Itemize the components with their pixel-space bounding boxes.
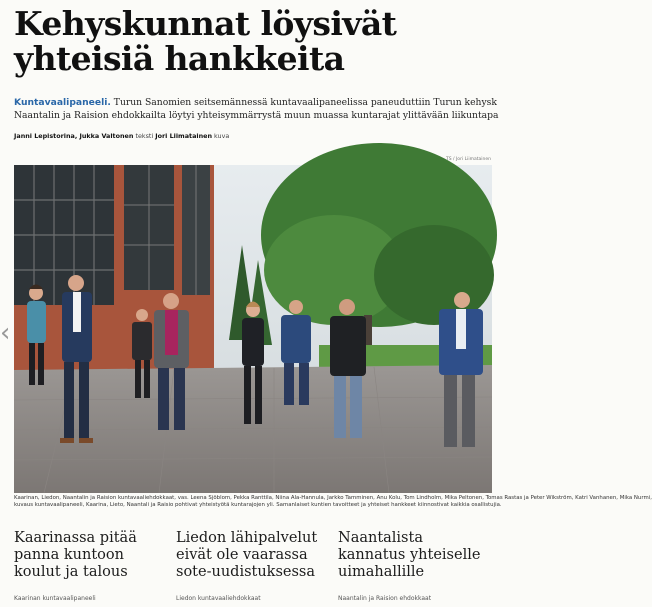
photo-credit: TS / Jori Liimatainen bbox=[446, 157, 491, 162]
teaser-kaarina[interactable] bbox=[14, 530, 164, 602]
teaser-kaarina-line-3: koulut ja talous bbox=[14, 564, 128, 580]
teaser-kaarina-line-1: Kaarinassa pitää bbox=[14, 530, 137, 546]
lead-line-2: Naantalin ja Raision ehdokkailta löytyi yhteisymmärrystä muun muassa kuntarajat ylittävään liikuntapa bbox=[14, 110, 499, 121]
headline-line-2: yhteisiä hankkeita bbox=[14, 39, 345, 78]
byline-photographer: Jori Liimatainen bbox=[155, 132, 213, 140]
teaser-lieto-snippet: Liedon kuntavaaliehdokkaat bbox=[176, 595, 261, 602]
teaser-naantali-snippet: Naantalin ja Raision ehdokkaat bbox=[338, 595, 432, 602]
teaser-naantali-line-1: Naantalista bbox=[338, 530, 423, 546]
lead-paragraph bbox=[14, 96, 514, 122]
teaser-lieto-line-3: sote-uudistuksessa bbox=[176, 564, 316, 580]
teaser-naantali-line-2: kannatus yhteiselle bbox=[338, 547, 481, 563]
teaser-lieto[interactable] bbox=[176, 530, 326, 602]
teaser-naantali[interactable] bbox=[338, 530, 488, 602]
headline bbox=[14, 6, 484, 76]
headline-line-1: Kehyskunnat löysivät bbox=[14, 4, 397, 43]
teaser-lieto-line-1: Liedon lähipalvelut bbox=[176, 530, 318, 546]
caption-line-1: Kaarinan, Liedon, Naantalin ja Raision kuntavaaliehdokkaat, vas. Leena Sjöblom, Pekka Ranttila, Niina Ala-Hannula, Jarkko Tamminen, Anu Kolu, Tom Lindholm, Mika Peltonen, Tomas Rastas ja Peter Wikström, Katri Vanhanen, Mika Nurmi, bbox=[14, 495, 652, 501]
photo-caption bbox=[14, 495, 652, 509]
chevron-left-icon[interactable]: ‹ bbox=[0, 318, 11, 348]
byline bbox=[14, 132, 229, 140]
lead-line-1-text: Turun Sanomien seitsemännessä kuntavaalipaneelissa paneuduttiin Turun kehysk bbox=[110, 97, 497, 108]
teaser-kaarina-line-2: panna kuntoon bbox=[14, 547, 124, 563]
lead-line-1 bbox=[14, 96, 514, 109]
teaser-lieto-line-2: eivät ole vaarassa bbox=[176, 547, 308, 563]
caption-line-2: kuvaus kuntavaalipaneeli, Kaarina, Lieto, Naantali ja Raisio pohtivat yhteistyötä kuntarajojen yli. Samanlaiset kuntien tavoitteet ja yhteiset hankkeet kiinnostivat kaikkia osallistujia. bbox=[14, 502, 502, 508]
group-photo bbox=[14, 165, 492, 493]
byline-authors: Janni Lepistorina, Jukka Valtonen bbox=[14, 132, 134, 140]
lead-kicker: Kuntavaalipaneeli. bbox=[14, 97, 111, 108]
teaser-naantali-line-3: uimahallille bbox=[338, 564, 425, 580]
group-photo-illustration bbox=[14, 165, 492, 493]
teaser-kaarina-snippet: Kaarinan kuntavaalipaneeli bbox=[14, 595, 96, 602]
byline-sep: teksti bbox=[133, 132, 156, 140]
byline-role: kuva bbox=[212, 132, 230, 140]
